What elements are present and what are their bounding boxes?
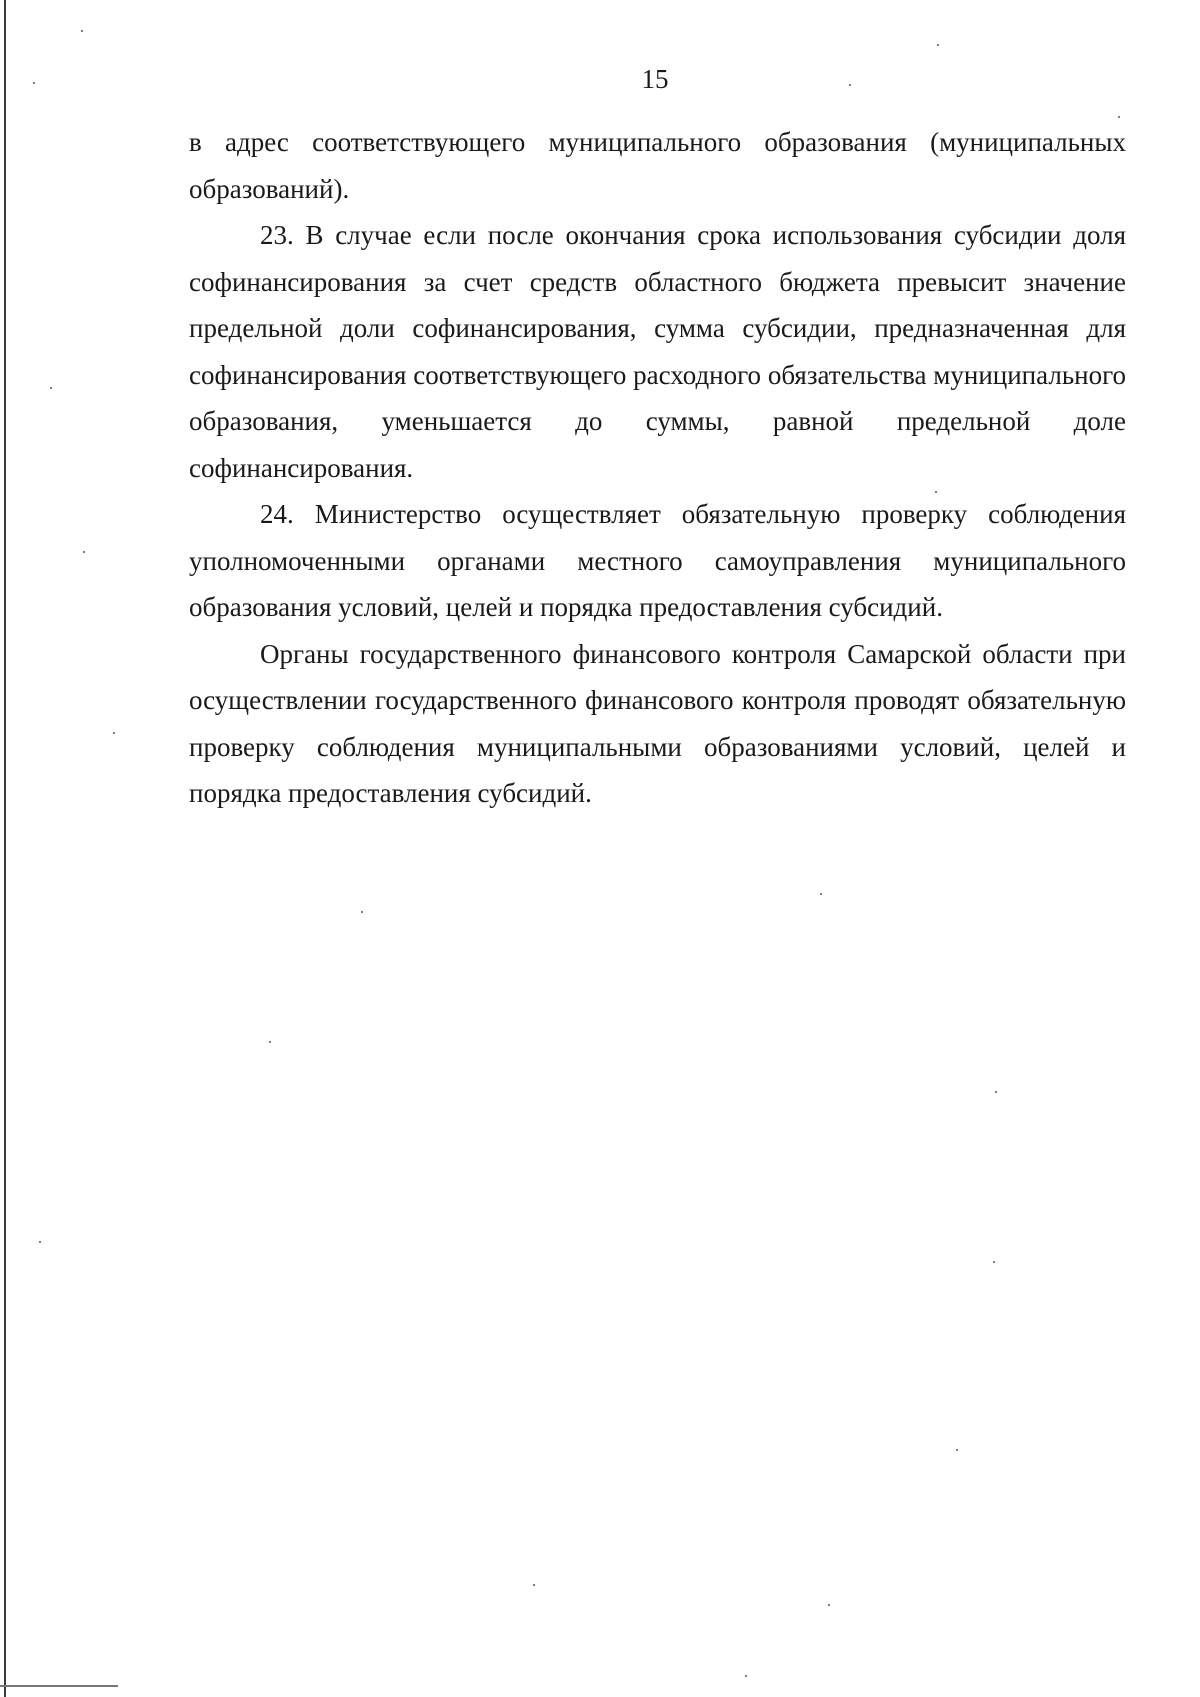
- scan-speck: [50, 387, 52, 389]
- scan-speck: [1118, 116, 1120, 118]
- scan-speck: [113, 732, 115, 734]
- paragraph-financial-control: Органы государственного финансового контроля Самарской области при осуществлении государственного финансового контроля проводят обязательную проверку соблюдения муниципальными образованиями условий, целей и порядка предоставления субсидий.: [189, 638, 1126, 808]
- scan-speck: [269, 1041, 271, 1043]
- paragraph-continuation: в адрес соответствующего муниципального образования (муниципальных образований).: [189, 127, 1126, 204]
- scan-speck: [849, 84, 851, 86]
- page-number: 15: [641, 64, 669, 94]
- paragraph-24: 24. Министерство осуществляет обязательную проверку соблюдения уполномоченными органами местного самоуправления муниципального образования условий, целей и порядка предоставления субсидий.: [189, 499, 1126, 622]
- scan-left-edge: [4, 0, 6, 1697]
- scan-speck: [937, 44, 939, 46]
- scan-speck: [81, 30, 83, 32]
- scan-speck: [533, 1584, 535, 1586]
- paragraph-23: 23. В случае если после окончания срока использования субсидии доля софинансирования за счет средств областного бюджета превысит значение предельной доли софинансирования, сумма субсидии, предназначенная для софинансирования соответствующего расходного обязательства муниципального образования, уменьшается до суммы, равной предельной доле софинансирования.: [189, 220, 1126, 483]
- scan-speck: [828, 1604, 830, 1606]
- scan-speck: [745, 1675, 747, 1677]
- scan-bottom-edge: [0, 1685, 118, 1687]
- document-body: [189, 119, 1126, 817]
- scan-speck: [361, 911, 363, 913]
- scan-speck: [33, 82, 35, 84]
- scan-speck: [995, 1091, 997, 1093]
- scan-speck: [956, 1449, 958, 1451]
- scan-speck: [993, 1261, 995, 1263]
- scan-speck: [83, 551, 85, 553]
- scan-speck: [935, 491, 937, 493]
- scan-speck: [820, 893, 822, 895]
- scan-speck: [39, 1241, 41, 1243]
